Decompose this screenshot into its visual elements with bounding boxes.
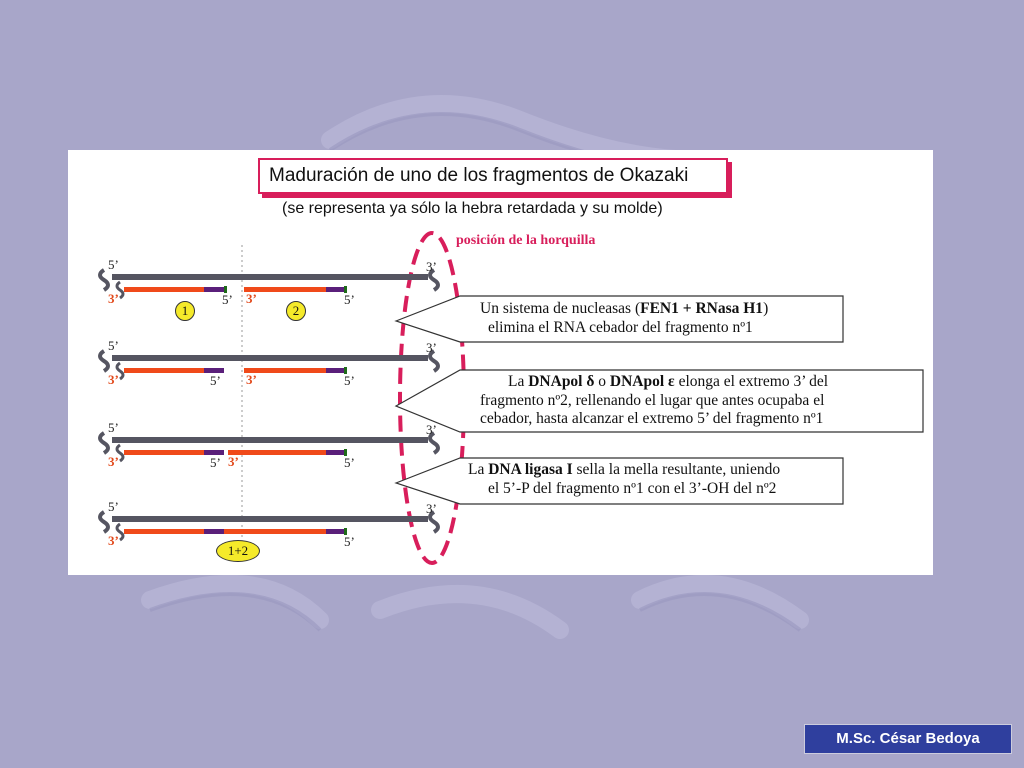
- row4-fragment2-5prime: 5’: [344, 534, 355, 549]
- fragment-2-rna-primer: [326, 368, 344, 373]
- row3-fragment-3prime: 3’: [108, 454, 119, 469]
- fork-position-label: posición de la horquilla: [456, 233, 596, 248]
- fragment-1-dna: [124, 368, 204, 373]
- fragment-1-dna: [124, 287, 204, 292]
- fragment-1-rna-primer: [204, 529, 224, 534]
- callout-2-text: La DNApol δ o DNApol ε elonga el extremo 3’ del fragmento nº2, rellenando el lugar que antes ocupaba el cebador, hasta alcanzar el extremo 5’ del fragmento nº1: [480, 373, 829, 427]
- diagram-title: Maduración de uno de los fragmentos de Okazaki: [258, 158, 728, 194]
- fragment-1-badge: 1: [175, 301, 195, 321]
- strand-row-4: [100, 512, 438, 540]
- row1-template-3prime: 3’: [426, 259, 437, 274]
- row1-fragment2-5prime: 5’: [344, 292, 355, 307]
- row2-template-5prime: 5’: [108, 338, 119, 353]
- row1-fragment-3prime: 3’: [108, 291, 119, 306]
- row4-template-3prime: 3’: [426, 501, 437, 516]
- fragment-2-rna-primer: [326, 287, 344, 292]
- fragment-2-rna-primer: [326, 450, 344, 455]
- diagram-subtitle: (se representa ya sólo la hebra retardada y su molde): [282, 200, 663, 217]
- row2-fragment2-3prime: 3’: [246, 372, 257, 387]
- row3-fragment2-5prime: 5’: [344, 455, 355, 470]
- author-badge: M.Sc. César Bedoya: [804, 724, 1012, 754]
- callout-1-text: Un sistema de nucleasas (FEN1 + RNasa H1) elimina el RNA cebador del fragmento nº1: [480, 300, 769, 336]
- strand-row-3: [100, 433, 438, 461]
- row1-fragment2-3prime: 3’: [246, 291, 257, 306]
- row3-template-3prime: 3’: [426, 422, 437, 437]
- row2-fragment1-5prime: 5’: [210, 373, 221, 388]
- row3-fragment1-5prime: 5’: [210, 455, 221, 470]
- row4-template-5prime: 5’: [108, 499, 119, 514]
- fragment-2-dna: [228, 450, 326, 455]
- template-squiggle-left: [100, 433, 108, 453]
- okazaki-diagram-panel: [68, 150, 933, 575]
- fragment-1-rna-primer: [204, 287, 224, 292]
- joined-fragment-badge: 1+2: [216, 540, 260, 562]
- row2-template-3prime: 3’: [426, 340, 437, 355]
- row1-fragment1-5prime: 5’: [222, 292, 233, 307]
- fragment-2-rna-primer: [326, 529, 344, 534]
- fragment-1-dna: [124, 450, 204, 455]
- row2-fragment2-5prime: 5’: [344, 373, 355, 388]
- row4-fragment-3prime: 3’: [108, 533, 119, 548]
- joined-fragment-dna: [224, 529, 326, 534]
- fragment-2-badge: 2: [286, 301, 306, 321]
- row2-fragment-3prime: 3’: [108, 372, 119, 387]
- row3-fragment2-3prime: 3’: [228, 454, 239, 469]
- strand-row-1: [100, 270, 438, 298]
- strand-row-2: [100, 351, 438, 379]
- callout-3-text: La DNA ligasa I sella la mella resultante, uniendo el 5’-P del fragmento nº1 con el 3’-OH del nº2: [468, 461, 781, 497]
- template-squiggle-left: [100, 351, 108, 371]
- template-squiggle-left: [100, 512, 108, 532]
- row3-template-5prime: 5’: [108, 420, 119, 435]
- template-squiggle-left: [100, 270, 108, 290]
- fragment-1-dna: [124, 529, 204, 534]
- row1-template-5prime: 5’: [108, 257, 119, 272]
